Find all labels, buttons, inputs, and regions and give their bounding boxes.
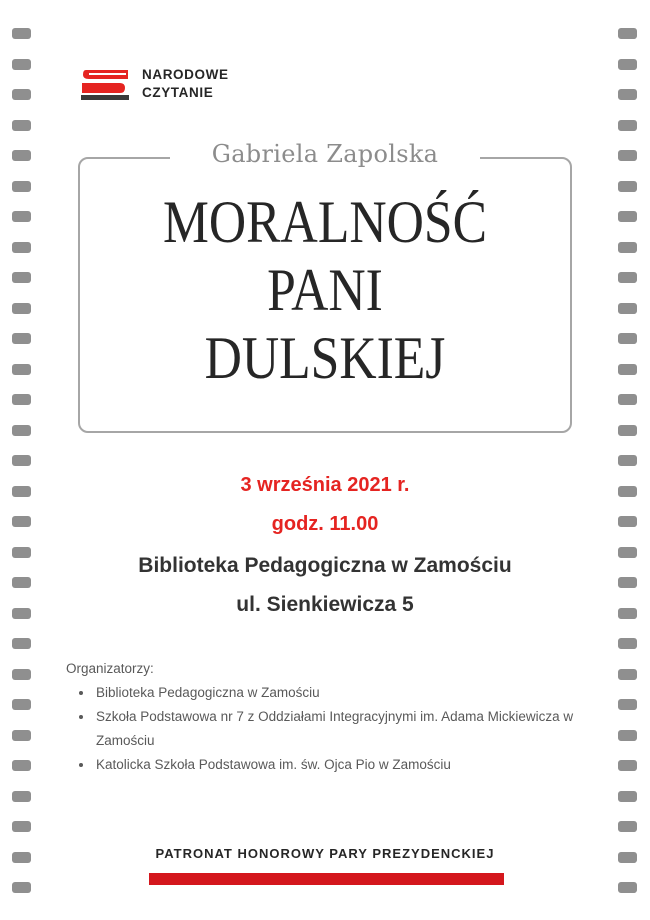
logo-line-2: CZYTANIE xyxy=(142,85,214,100)
title-line-3: DULSKIEJ xyxy=(204,325,446,391)
organizer-item: • Szkoła Podstawowa nr 7 z Oddziałami Integracyjnymi im. Adama Mickiewicza w Zamościu xyxy=(94,705,626,753)
perforation-hole xyxy=(12,791,31,802)
perforation-hole xyxy=(618,303,637,314)
perforation-hole xyxy=(12,28,31,39)
perforation-hole xyxy=(618,181,637,192)
perforation-hole xyxy=(12,577,31,588)
perforation-hole xyxy=(618,272,637,283)
perforation-hole xyxy=(618,120,637,131)
perforation-hole xyxy=(12,425,31,436)
perforation-hole xyxy=(12,89,31,100)
perforation-hole xyxy=(618,59,637,70)
perforation-hole xyxy=(12,181,31,192)
perforation-hole xyxy=(12,59,31,70)
organizer-item: • Katolicka Szkoła Podstawowa im. św. Ojca Pio w Zamościu xyxy=(94,753,626,777)
perforation-hole xyxy=(12,333,31,344)
narodowe-czytanie-logo xyxy=(80,66,230,106)
perforation-hole xyxy=(12,669,31,680)
perforation-hole xyxy=(12,211,31,222)
logo-line-1: NARODOWE xyxy=(142,67,229,82)
perforation-hole xyxy=(618,364,637,375)
perforation-hole xyxy=(618,577,637,588)
patronat-text: PATRONAT HONOROWY PARY PREZYDENCKIEJ xyxy=(155,846,495,861)
perforation-hole xyxy=(12,303,31,314)
perforation-hole xyxy=(12,730,31,741)
organizers-heading: Organizatorzy: xyxy=(66,661,154,676)
perforation-hole xyxy=(618,28,637,39)
perforation-hole xyxy=(12,242,31,253)
perforation-hole xyxy=(618,455,637,466)
perforation-hole xyxy=(12,821,31,832)
book-title xyxy=(80,188,570,392)
organizers-list xyxy=(66,681,626,777)
event-date: 3 września 2021 r. xyxy=(240,474,410,496)
perforation-hole xyxy=(618,211,637,222)
perforation-hole xyxy=(618,425,637,436)
perforation-hole xyxy=(618,333,637,344)
perforation-hole xyxy=(618,821,637,832)
film-perforation-left xyxy=(12,0,34,920)
organizer-item: • Biblioteka Pedagogiczna w Zamościu xyxy=(94,681,626,705)
perforation-hole xyxy=(618,882,637,893)
perforation-hole xyxy=(12,150,31,161)
title-line-1: MORALNOŚĆ xyxy=(162,189,487,255)
perforation-hole xyxy=(618,394,637,405)
book-stack-icon xyxy=(80,68,130,102)
title-line-2: PANI xyxy=(267,257,383,323)
perforation-hole xyxy=(12,638,31,649)
perforation-hole xyxy=(12,699,31,710)
event-time: godz. 11.00 xyxy=(271,513,379,535)
perforation-hole xyxy=(618,242,637,253)
perforation-hole xyxy=(12,272,31,283)
perforation-hole xyxy=(12,364,31,375)
film-perforation-right xyxy=(618,0,640,920)
perforation-hole xyxy=(12,760,31,771)
event-venue: Biblioteka Pedagogiczna w Zamościu xyxy=(138,554,512,577)
perforation-hole xyxy=(618,89,637,100)
perforation-hole xyxy=(12,394,31,405)
perforation-hole xyxy=(618,638,637,649)
perforation-hole xyxy=(12,455,31,466)
perforation-hole xyxy=(618,791,637,802)
author-name: Gabriela Zapolska xyxy=(170,136,480,172)
perforation-hole xyxy=(618,150,637,161)
patronat-red-bar xyxy=(149,873,504,885)
organizers-section xyxy=(66,657,626,777)
perforation-hole xyxy=(12,882,31,893)
perforation-hole xyxy=(12,120,31,131)
event-address: ul. Sienkiewicza 5 xyxy=(236,593,414,616)
